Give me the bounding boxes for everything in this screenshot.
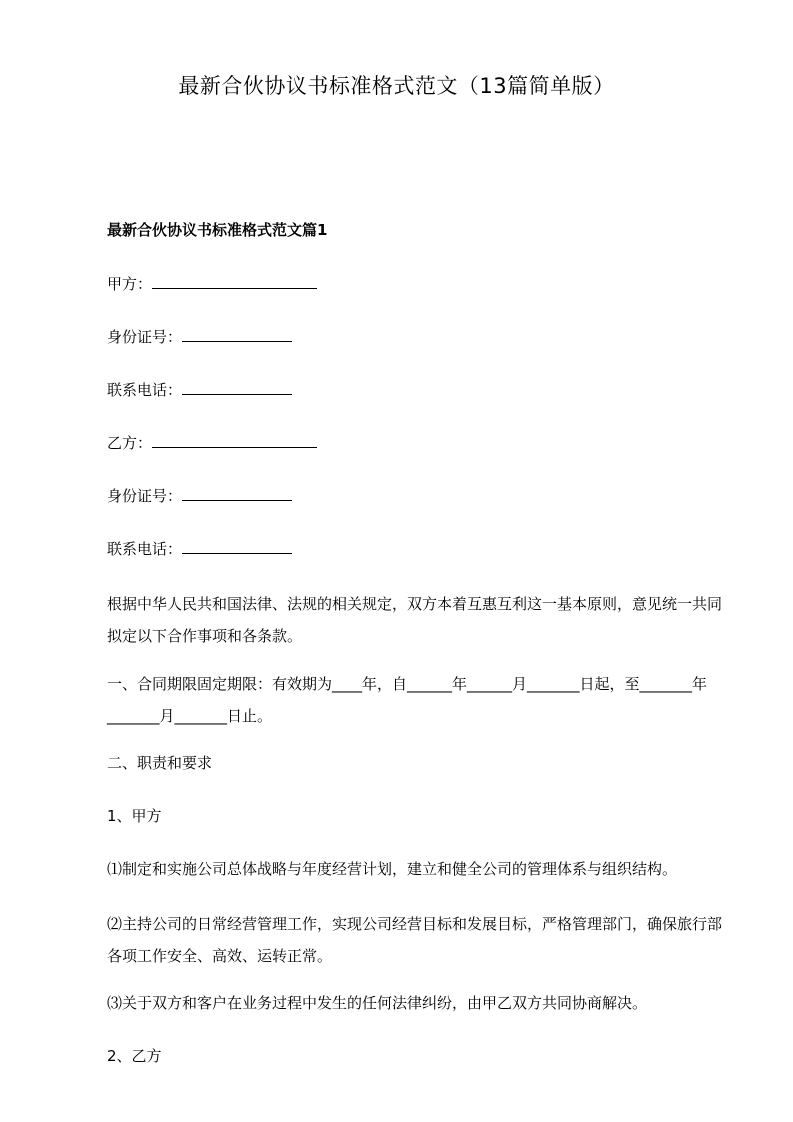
id-blank-2[interactable] xyxy=(182,482,292,501)
party-b-field xyxy=(107,427,732,459)
id-label-1: 身份证号： xyxy=(107,328,183,346)
party-a-field xyxy=(107,268,732,300)
id-blank-1[interactable] xyxy=(182,323,292,342)
party-a-blank[interactable] xyxy=(152,270,317,289)
phone-blank-2[interactable] xyxy=(182,535,292,554)
intro-paragraph: 根据中华人民共和国法律、法规的相关规定，双方本着互惠互利这一基本原则，意见统一共同拟定以下合作事项和各条款。 xyxy=(107,595,723,645)
phone-field-1 xyxy=(107,374,732,406)
section-heading: 最新合伙协议书标准格式范文篇1 xyxy=(107,221,328,239)
phone-blank-1[interactable] xyxy=(182,376,292,395)
party-a-label: 甲方： xyxy=(107,275,153,293)
document-title: 最新合伙协议书标准格式范文（13篇简单版） xyxy=(178,74,615,98)
party-b-label: 乙方： xyxy=(107,434,153,452)
id-label-2: 身份证号： xyxy=(107,487,183,505)
phone-field-2 xyxy=(107,533,732,565)
phone-label-2: 联系电话： xyxy=(107,540,183,558)
party-b-heading: 2、乙方 xyxy=(107,1047,162,1065)
clause-2-heading: 二、职责和要求 xyxy=(107,754,213,772)
item-1: ⑴制定和实施公司总体战略与年度经营计划，建立和健全公司的管理体系与组织结构。 xyxy=(107,860,678,878)
item-3: ⑶关于双方和客户在业务过程中发生的任何法律纠纷，由甲乙双方共同协商解决。 xyxy=(107,994,648,1012)
item-2: ⑵主持公司的日常经营管理工作，实现公司经营目标和发展目标，严格管理部门，确保旅行部各项工作安全、高效、运转正常。 xyxy=(107,915,723,965)
id-field-1 xyxy=(107,321,732,353)
id-field-2 xyxy=(107,480,732,512)
phone-label-1: 联系电话： xyxy=(107,381,183,399)
clause-1-paragraph: 一、合同期限固定期限：有效期为____年，自______年______月_______日起，至_______年_______月_______日止。 xyxy=(107,675,708,725)
party-a-heading: 1、甲方 xyxy=(107,807,162,825)
party-b-blank[interactable] xyxy=(152,429,317,448)
